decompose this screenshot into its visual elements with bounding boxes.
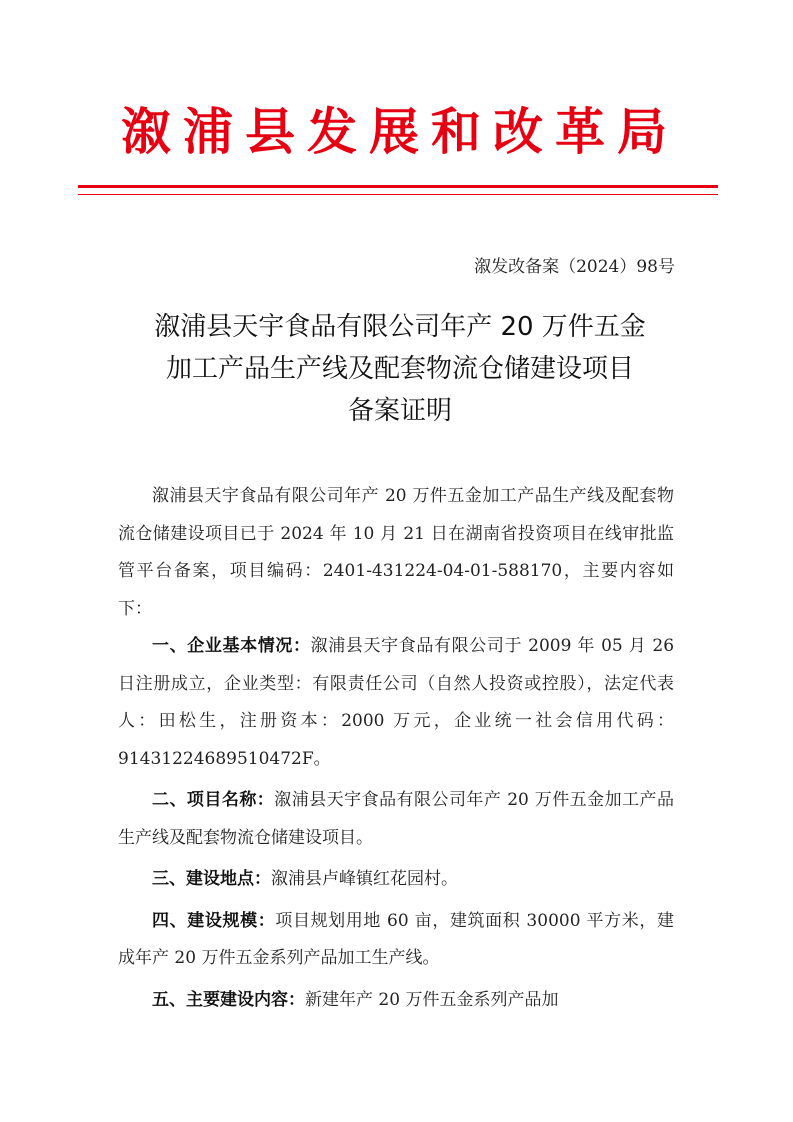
document-number: 溆发改备案（2024）98号 <box>474 257 675 277</box>
title-line-2: 加工产品生产线及配套物流仓储建设项目 <box>165 354 634 384</box>
section-heading: 四、建设规模： <box>152 910 276 931</box>
section-scale <box>118 903 674 978</box>
section-text: 溆浦县天宇食品有限公司于 2009 年 05 月 26 日注册成立，企业类型：有限责任公司（自然人投资或控股），法定代表人：田松生，注册资本：2000 万元，企业统一社会信用代码：91431224689510472F。 <box>118 636 675 769</box>
section-heading: 五、主要建设内容： <box>152 989 305 1010</box>
section-text: 溆浦县卢峰镇红花园村。 <box>271 869 458 889</box>
section-project-name <box>118 782 674 857</box>
letterhead-rule-thick <box>78 185 718 188</box>
section-construction-content <box>118 982 674 1020</box>
title-line-3: 备案证明 <box>347 396 452 426</box>
section-text: 溆浦县天宇食品有限公司年产 20 万件五金加工产品生产线及配套物流仓储建设项目。 <box>118 790 674 848</box>
letterhead-rule-thin <box>78 194 718 195</box>
title-line-1: 溆浦县天宇食品有限公司年产 20 万件五金 <box>154 312 646 342</box>
section-heading: 三、建设地点： <box>152 869 271 889</box>
section-text: 项目规划用地 60 亩，建筑面积 30000 平方米，建成年产 20 万件五金系列产品加工生产线。 <box>118 910 675 968</box>
section-enterprise-info <box>118 628 674 778</box>
agency-letterhead: 溆浦县发展和改革局 <box>121 103 679 161</box>
section-heading: 一、企业基本情况： <box>152 636 311 656</box>
document-body <box>118 478 674 1023</box>
section-location <box>118 861 674 899</box>
section-heading: 二、项目名称： <box>152 790 275 810</box>
section-text: 新建年产 20 万件五金系列产品加 <box>305 989 559 1010</box>
document-title <box>100 306 700 432</box>
intro-paragraph: 溆浦县天宇食品有限公司年产 20 万件五金加工产品生产线及配套物流仓储建设项目已于 2024 年 10 月 21 日在湖南省投资项目在线审批监管平台备案，项目编码：2401-431224-04-01-588170，主要内容如下： <box>118 486 674 619</box>
